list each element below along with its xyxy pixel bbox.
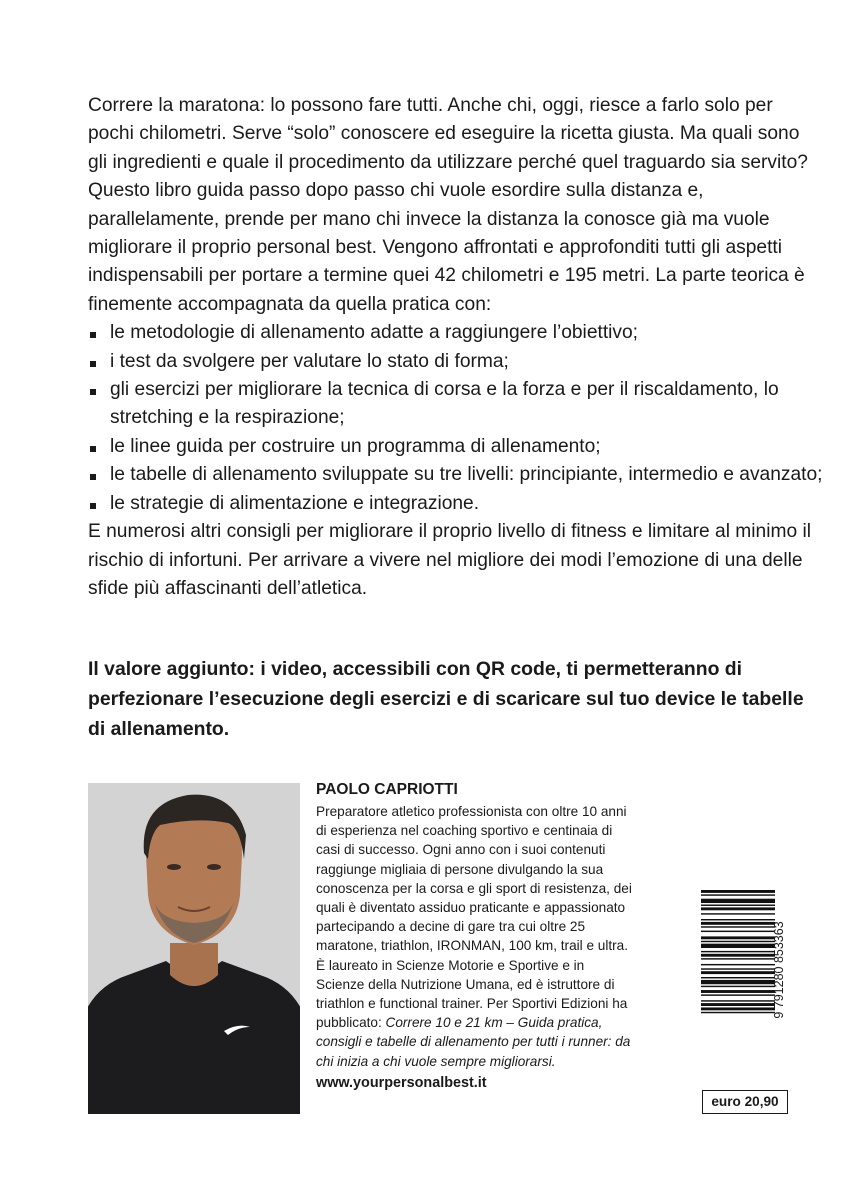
barcode-bar [701,951,775,952]
added-value-statement: Il valore aggiunto: i video, accessibili con QR code, ti permetteranno di perfezionare l’esecuzione degli esercizi e di scaricare sul tuo device le tabelle di allenamento. [88,658,804,740]
feature-item: le linee guida per costruire un programma di allenamento; [88,433,823,461]
barcode-bar [701,894,775,895]
back-cover-blurb [88,92,823,603]
feature-item: le strategie di alimentazione e integrazione. [88,490,823,518]
author-name: PAOLO CAPRIOTTI [316,781,458,798]
author-book-title: Correre 10 e 21 km – Guida pratica, consigli e tabelle di allenamento per tutti i runner: da chi inizia a chi vuole sempre migliorarsi. [316,1015,631,1069]
barcode-bar [701,922,775,925]
blurb-intro: Correre la maratona: lo possono fare tutti. Anche chi, oggi, riesce a farlo solo per pochi chilometri. Serve “solo” conoscere ed eseguire la ricetta giusta. Ma quali sono gli ingredienti e quale il procedimento da utilizzare perché quel traguardo sia servito? Questo libro guida passo dopo passo chi vuole esordire sulla distanza e, parallelamente, prende per mano chi invece la distanza la conosce già ma vuole migliorare il proprio personal best. Vengono affrontati e approfonditi tutti gli aspetti indispensabili per portare a termine quei 42 chilometri e 195 metri. La parte teorica è finemente accompagnata da quella pratica con: [88,95,808,315]
barcode-bar [701,944,775,948]
barcode-number: 9 791280 853363 [772,921,786,1019]
author-bio-text: Preparatore atletico professionista con oltre 10 anni di esperienza nel coaching sportivo e centinaia di casi di successo. Ogni anno con i suoi contenuti raggiunge migliaia di persone divulgando la sua conoscenza per la corsa e gli sport di resistenza, dei quali è diventato assiduo praticante e appassionato partecipando a decine di gare tra cui oltre 25 maratone, triathlon, IRONMAN, 100 km, trail e ultra. È laureato in Scienze Motorie e Sportive e in Scienze della Nutrizione Umana, ed è istruttore di triathlon e functional trainer. Per Sportivi Edizioni ha pubblicato: [316,804,632,1031]
barcode-bar [701,905,775,906]
price-tag: euro 20,90 [702,1090,788,1114]
barcode-bar [701,971,775,974]
barcode-bar [701,919,775,920]
feature-item: le tabelle di allenamento sviluppate su tre livelli: principiante, intermedio e avanzato; [88,461,823,489]
author-section [316,780,636,1093]
feature-item: i test da svolgere per valutare lo stato di forma; [88,348,823,376]
barcode-bar [701,977,775,978]
barcode-bar [701,931,775,932]
barcode-bar [701,890,775,893]
barcode-bar [701,986,775,987]
feature-list [88,319,823,518]
barcode-bar [701,994,775,995]
barcode [701,888,789,1052]
barcode-bar [701,1000,775,1001]
barcode-bar [701,968,775,969]
barcode-bar [701,954,775,957]
barcode-bar [701,936,775,939]
barcode-bar [701,941,775,942]
barcode-bar [701,913,775,914]
author-website: www.yourpersonalbest.it [316,1074,487,1091]
barcode-bar [701,990,775,993]
barcode-bars [701,890,775,1013]
barcode-bar [701,899,775,903]
barcode-bar [701,1012,775,1013]
barcode-bar [701,926,775,927]
barcode-bar [701,1007,775,1010]
feature-item: gli esercizi per migliorare la tecnica di corsa e la forza e per il riscaldamento, lo stretching e la respirazione; [88,376,823,433]
barcode-bar [701,958,775,959]
author-bio [316,802,636,1071]
barcode-bar [701,964,775,965]
blurb-outro: E numerosi altri consigli per migliorare il proprio livello di fitness e limitare al minimo il rischio di infortuni. Per arrivare a vivere nel migliore dei modi l’emozione di una delle sfide più affascinanti dell’atletica. [88,521,811,599]
barcode-bar [701,907,775,910]
author-photo [88,783,300,1114]
feature-item: le metodologie di allenamento adatte a raggiungere l’obiettivo; [88,319,823,347]
barcode-bar [701,980,775,984]
barcode-bar [701,1003,775,1006]
